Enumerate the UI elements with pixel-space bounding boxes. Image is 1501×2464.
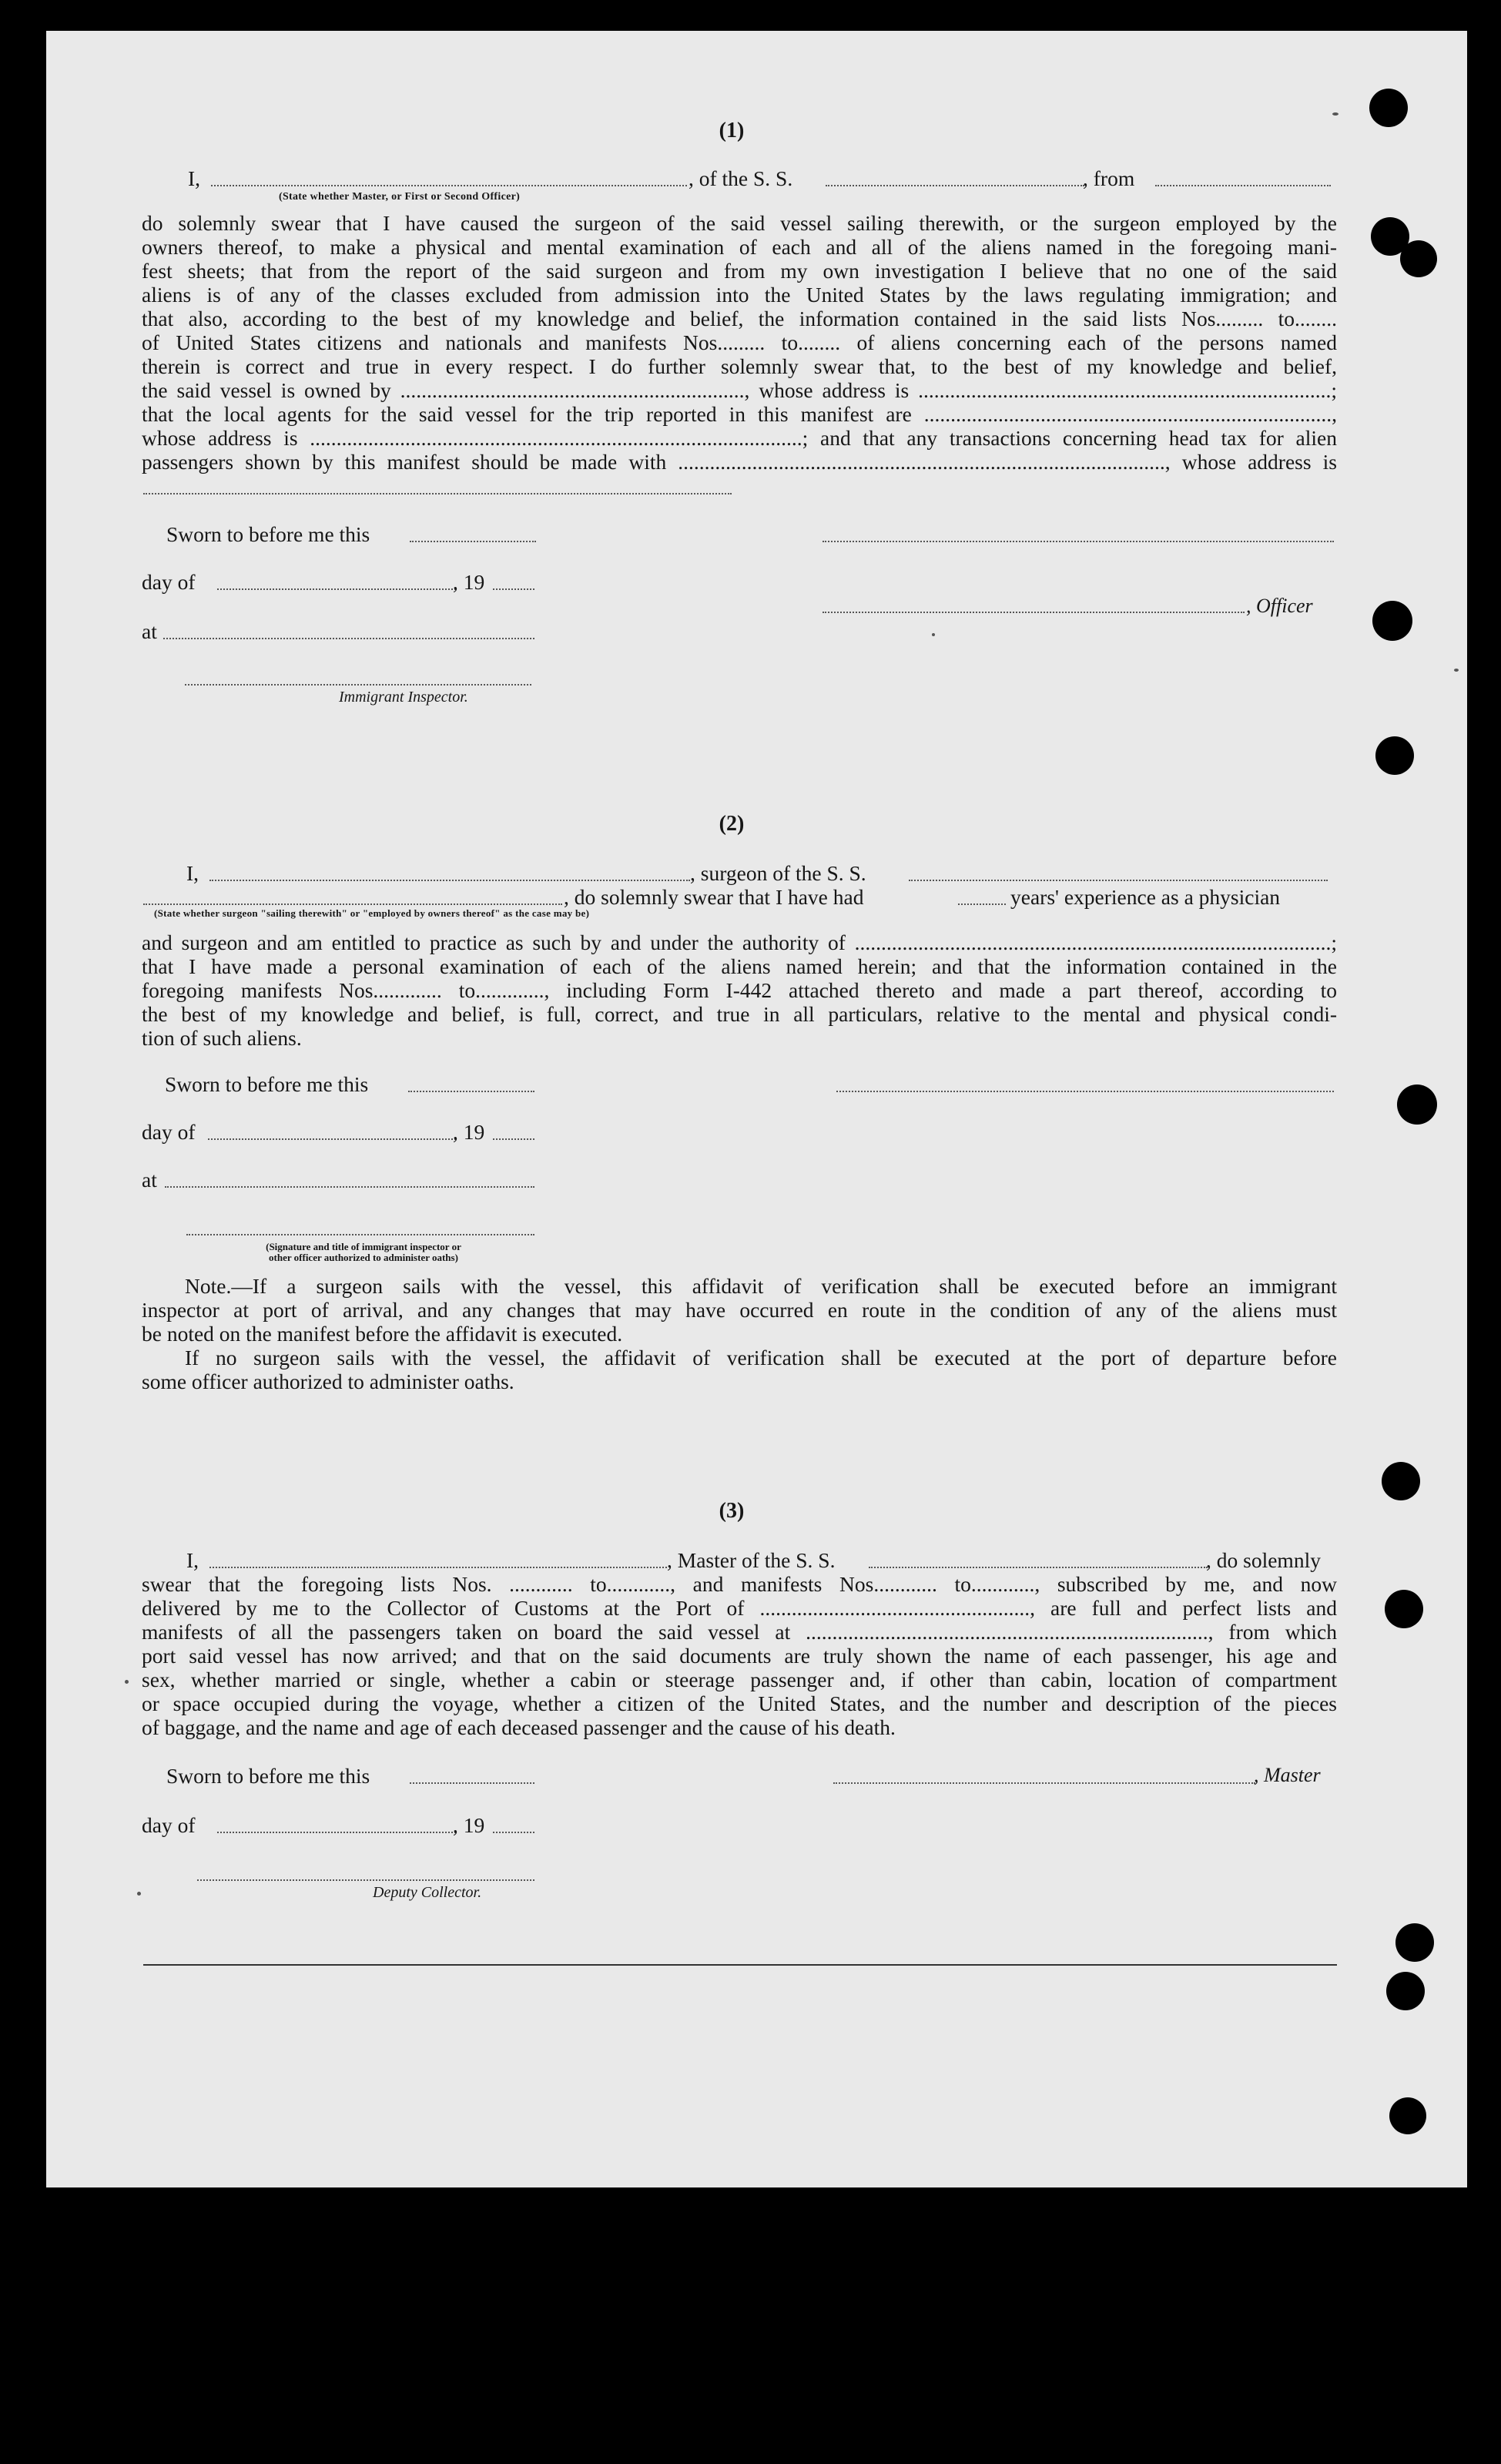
- s2-ship-name-blank[interactable]: [909, 880, 1328, 881]
- scan-speck: [1454, 669, 1459, 672]
- section-1-number: (1): [719, 119, 745, 142]
- s2-i-label: I,: [186, 861, 199, 885]
- s1-officer-signature-blank[interactable]: [823, 541, 1334, 542]
- punch-hole: [1375, 736, 1414, 775]
- s2-year-label: , 19: [453, 1120, 485, 1144]
- punch-hole: [1389, 2097, 1426, 2134]
- s2-ship-label: , surgeon of the S. S.: [690, 861, 866, 885]
- s1-body-line: fest sheets; that from the report of the said surgeon and from my own investigation I believe that no one of the said: [142, 259, 1337, 283]
- punch-hole: [1372, 601, 1412, 641]
- section-2-number: (2): [719, 812, 745, 836]
- punch-hole: [1382, 1462, 1420, 1500]
- s3-master-signature-blank[interactable]: [833, 1782, 1255, 1784]
- punch-hole: [1386, 1972, 1425, 2010]
- s1-at-blank[interactable]: [163, 638, 534, 639]
- s3-sworn-label: Sworn to before me this: [166, 1764, 370, 1788]
- bottom-rule: [143, 1964, 1337, 1966]
- punch-hole: [1397, 1084, 1437, 1125]
- s2-note-line: If no surgeon sails with the vessel, the affidavit of verification shall be executed at the port of departure before: [185, 1346, 1337, 1369]
- scan-speck: [1332, 112, 1339, 116]
- s1-body-line: that also, according to the best of my knowledge and belief, the information contained in the said lists Nos......... to........: [142, 307, 1337, 330]
- s2-note-line: inspector at port of arrival, and any changes that may have occurred en route in the condition of any of the aliens must: [142, 1298, 1337, 1322]
- s2-inspector-signature-blank[interactable]: [186, 1234, 534, 1235]
- s1-officer-title-blank[interactable]: [823, 612, 1245, 613]
- s2-month-blank[interactable]: [208, 1138, 456, 1140]
- s1-sworn-label: Sworn to before me this: [166, 522, 370, 546]
- s1-sworn-day-blank[interactable]: [410, 541, 536, 542]
- s2-note-line: some officer authorized to administer oaths.: [142, 1369, 514, 1393]
- s3-year-label: , 19: [453, 1813, 485, 1837]
- s2-surgeon-signature-blank[interactable]: [836, 1091, 1334, 1092]
- s3-collector-caption: Deputy Collector.: [373, 1884, 482, 1901]
- s2-at-blank[interactable]: [165, 1186, 534, 1188]
- punch-hole: [1369, 89, 1408, 127]
- s2-signature-caption-line: other officer authorized to administer oaths): [269, 1252, 458, 1263]
- s1-body-line: whose address is .............................................................................................; and that any transactions concerning head tax for alien: [142, 426, 1337, 450]
- s2-day-of-label: day of: [142, 1120, 196, 1144]
- s2-sworn-label: Sworn to before me this: [165, 1072, 369, 1096]
- s1-officer-caption-label: , Officer: [1246, 595, 1313, 617]
- s3-body-line: port said vessel has now arrived; and that on the said documents are truly shown the name of each passenger, his age and: [142, 1644, 1337, 1668]
- s3-body-line: of baggage, and the name and age of each deceased passenger and the cause of his death.: [142, 1715, 896, 1739]
- s3-month-blank[interactable]: [217, 1832, 456, 1833]
- s2-surgeon-caption: (State whether surgeon "sailing therewith" or "employed by owners thereof" as the case may be): [154, 907, 590, 919]
- s1-body-line: passengers shown by this manifest should be made with ............................................................................................, whose address is: [142, 450, 1337, 474]
- s1-body-line: do solemnly swear that I have caused the surgeon of the said vessel sailing therewith, or the surgeon employed by the: [142, 211, 1337, 235]
- s2-year-blank[interactable]: [493, 1138, 534, 1140]
- s1-officer-caption: (State whether Master, or First or Second Officer): [279, 191, 521, 203]
- s2-note-line: Note.—If a surgeon sails with the vessel, this affidavit of verification shall be executed before an immigrant: [185, 1274, 1337, 1298]
- s3-master-caption: , Master: [1254, 1764, 1321, 1786]
- s1-body-line: that the local agents for the said vessel for the trip reported in this manifest are .............................................................................,: [142, 402, 1337, 426]
- s2-body-line: the best of my knowledge and belief, is full, correct, and true in all particulars, relative to the mental and physical condi-: [142, 1002, 1337, 1026]
- s2-sworn-day-blank[interactable]: [408, 1091, 534, 1092]
- punch-hole: [1395, 1923, 1434, 1962]
- s2-signature-caption: [202, 1242, 525, 1263]
- scan-speck: [932, 633, 935, 636]
- s3-i-label: I,: [186, 1548, 199, 1572]
- s2-at-label: at: [142, 1168, 157, 1192]
- s3-ship-name-blank[interactable]: [869, 1567, 1208, 1568]
- s2-note-line: be noted on the manifest before the affidavit is executed.: [142, 1322, 623, 1346]
- s1-year-label: , 19: [453, 570, 485, 594]
- s1-from-blank[interactable]: [1155, 185, 1331, 186]
- punch-hole: [1385, 1590, 1423, 1628]
- s2-surgeon-status-blank[interactable]: [143, 903, 562, 905]
- s1-at-label: at: [142, 619, 157, 643]
- s3-ship-label: , Master of the S. S.: [667, 1548, 836, 1572]
- punch-hole: [1400, 240, 1437, 277]
- s1-body-line: owners thereof, to make a physical and mental examination of each and all of the aliens named in the foregoing mani-: [142, 235, 1337, 259]
- s3-body-line: or space occupied during the voyage, whether a citizen of the United States, and the number and description of the pieces: [142, 1691, 1337, 1715]
- s2-experience-label: years' experience as a physician: [1010, 885, 1281, 909]
- s1-body-line: the said vessel is owned by ................................................................., whose address is ..............................................................................;: [142, 378, 1337, 402]
- s1-inspector-signature-blank[interactable]: [185, 684, 531, 686]
- s3-collector-signature-blank[interactable]: [197, 1879, 534, 1881]
- section-3-number: (3): [719, 1499, 745, 1523]
- s2-years-blank[interactable]: [958, 903, 1006, 905]
- s2-body-line: foregoing manifests Nos............. to............., including Form I-442 attached thereto and made a part thereof, according to: [142, 978, 1337, 1002]
- s3-sworn-day-blank[interactable]: [410, 1782, 534, 1784]
- s3-body-line: delivered by me to the Collector of Customs at the Port of ..................................................., are full and perfect lists and: [142, 1596, 1337, 1620]
- s2-signature-caption-line: (Signature and title of immigrant inspector or: [266, 1241, 461, 1252]
- s3-body-line: sex, whether married or single, whether a cabin or steerage passenger and, if other than cabin, location of compartment: [142, 1668, 1337, 1691]
- scan-speck: [137, 1892, 141, 1896]
- s2-swear-label: , do solemnly swear that I have had: [564, 885, 864, 909]
- s3-day-of-label: day of: [142, 1813, 196, 1837]
- s1-day-of-label: day of: [142, 570, 196, 594]
- s3-year-blank[interactable]: [493, 1832, 534, 1833]
- s1-body-line: of United States citizens and nationals and manifests Nos......... to........ of aliens concerning each of the persons named: [142, 330, 1337, 354]
- s2-body-line: that I have made a personal examination of each of the aliens named herein; and that the information contained in the: [142, 954, 1337, 978]
- s1-body-line: therein is correct and true in every respect. I do further solemnly swear that, to the best of my knowledge and belief,: [142, 354, 1337, 378]
- s3-body-line: swear that the foregoing lists Nos. ............ to............, and manifests Nos............ to............, subscribed by me, and now: [142, 1572, 1337, 1596]
- s1-ship-name-blank[interactable]: [826, 185, 1084, 186]
- s2-surgeon-name-blank[interactable]: [209, 880, 690, 881]
- s3-master-name-blank[interactable]: [209, 1567, 667, 1568]
- s1-address-continuation-blank[interactable]: [143, 493, 732, 494]
- s2-body-line: tion of such aliens.: [142, 1026, 302, 1050]
- s1-officer-name-blank[interactable]: [211, 185, 687, 186]
- scan-speck: [125, 1680, 129, 1684]
- s1-inspector-caption: Immigrant Inspector.: [339, 689, 468, 706]
- s1-from-label: , from: [1083, 166, 1135, 190]
- s1-year-blank[interactable]: [493, 588, 534, 590]
- s1-month-blank[interactable]: [217, 588, 456, 590]
- s1-body-line: aliens is of any of the classes excluded from admission into the United States by the laws regulating immigration; and: [142, 283, 1337, 307]
- s3-solemnly-label: , do solemnly: [1206, 1548, 1321, 1572]
- s3-body-line: manifests of all the passengers taken on board the said vessel at ............................................................................, from which: [142, 1620, 1337, 1644]
- s1-i-label: I,: [188, 166, 201, 190]
- s2-body-line: and surgeon and am entitled to practice as such by and under the authority of ..........................................................................................;: [142, 930, 1337, 954]
- s1-ship-label: , of the S. S.: [689, 166, 793, 190]
